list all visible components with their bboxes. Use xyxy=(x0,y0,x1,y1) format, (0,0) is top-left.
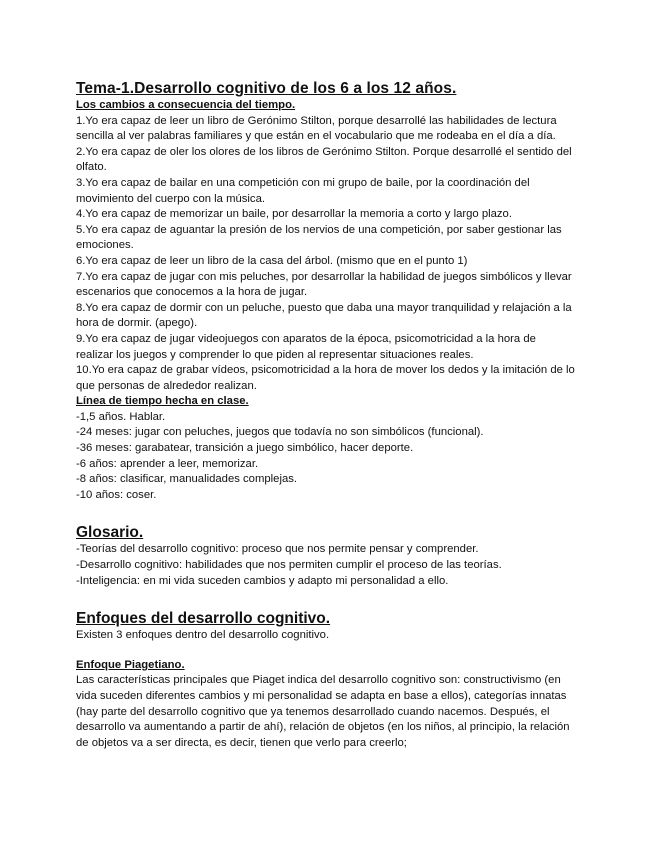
list-item: 9.Yo era capaz de jugar videojuegos con aparatos de la época, psicomotricidad a la hora de realizar los juegos y comprender lo que piden al representar situaciones reales. xyxy=(76,332,536,361)
approaches-intro: Existen 3 enfoques dentro del desarrollo cognitivo. xyxy=(76,629,330,642)
list-item: 5.Yo era capaz de aguantar la presión de los nervios de una competición, por saber gestionar las emociones. xyxy=(76,223,562,252)
cambios-list xyxy=(76,114,576,395)
list-item: 3.Yo era capaz de bailar en una competición con mi grupo de baile, por la coordinación del movimiento del cuerpo con la música. xyxy=(76,176,530,205)
section-heading-cambios: Los cambios a consecuencia del tiempo. xyxy=(76,99,296,111)
list-item: 2.Yo era capaz de oler los olores de los libros de Gerónimo Stilton. Porque desarrollé el sentido del olfato. xyxy=(76,145,572,174)
piaget-paragraph: Las características principales que Piaget indica del desarrollo cognitivo son: constructivismo (en vida suceden diferentes cambios y mi personalidad se adapta en base a ellos), categorías innatas (hay parte del desarrollo cognitivo que ya tenemos desarrollado cuando nacemos. Después, el desarrollo va aumentando a partir de ahí), relación de objetos (en los niños, al principio, la relación de objetos va a ser directa, es decir, tienen que verlo para creerlo; xyxy=(76,674,570,749)
list-item: -Inteligencia: en mi vida suceden cambios y adapto mi personalidad a ello. xyxy=(76,574,449,587)
list-item: 8.Yo era capaz de dormir con un peluche, puesto que daba una mayor tranquilidad y relajación a la hora de dormir. (apego). xyxy=(76,301,572,330)
list-item: -6 años: aprender a leer, memorizar. xyxy=(76,457,259,470)
list-item: -24 meses: jugar con peluches, juegos que todavía no son simbólicos (funcional). xyxy=(76,426,484,439)
list-item: -10 años: coser. xyxy=(76,488,157,501)
list-item: -8 años: clasificar, manualidades complejas. xyxy=(76,473,298,486)
list-item: -Desarrollo cognitivo: habilidades que nos permiten cumplir el proceso de las teorías. xyxy=(76,559,502,572)
timeline-list xyxy=(76,410,576,504)
spacer xyxy=(76,644,576,658)
piaget-heading: Enfoque Piagetiano. xyxy=(76,658,185,671)
document-page xyxy=(76,79,576,751)
spacer xyxy=(76,589,576,609)
spacer xyxy=(76,503,576,523)
document-title: Tema-1.Desarrollo cognitivo de los 6 a los 12 años. xyxy=(76,80,457,97)
list-item: 10.Yo era capaz de grabar vídeos, psicomotricidad a la hora de mover los dedos y la imitación de lo que personas de alrededor realizan. xyxy=(76,364,575,392)
list-item: 7.Yo era capaz de jugar con mis peluches, por desarrollar la habilidad de juegos simbólicos y llevar escenarios que conocemos a la hora de jugar. xyxy=(76,270,572,299)
approaches-heading: Enfoques del desarrollo cognitivo. xyxy=(76,610,331,628)
glossary-heading: Glosario. xyxy=(76,524,144,542)
list-item: 6.Yo era capaz de leer un libro de la casa del árbol. (mismo que en el punto 1) xyxy=(76,254,468,267)
list-item: -Teorías del desarrollo cognitivo: proceso que nos permite pensar y comprender. xyxy=(76,543,479,556)
section-heading-linea-tiempo: Línea de tiempo hecha en clase. xyxy=(76,395,249,408)
list-item: -36 meses: garabatear, transición a juego simbólico, hacer deporte. xyxy=(76,442,414,455)
list-item: 1.Yo era capaz de leer un libro de Gerónimo Stilton, porque desarrollé las habilidades de lectura sencilla al ver palabras familiares y que están en el vocabulario que me rodeaba en el día a día. xyxy=(76,114,557,143)
list-item: 4.Yo era capaz de memorizar un baile, por desarrollar la memoria a corto y largo plazo. xyxy=(76,208,512,221)
glossary-list xyxy=(76,542,576,589)
list-item: -1,5 años. Hablar. xyxy=(76,410,166,423)
